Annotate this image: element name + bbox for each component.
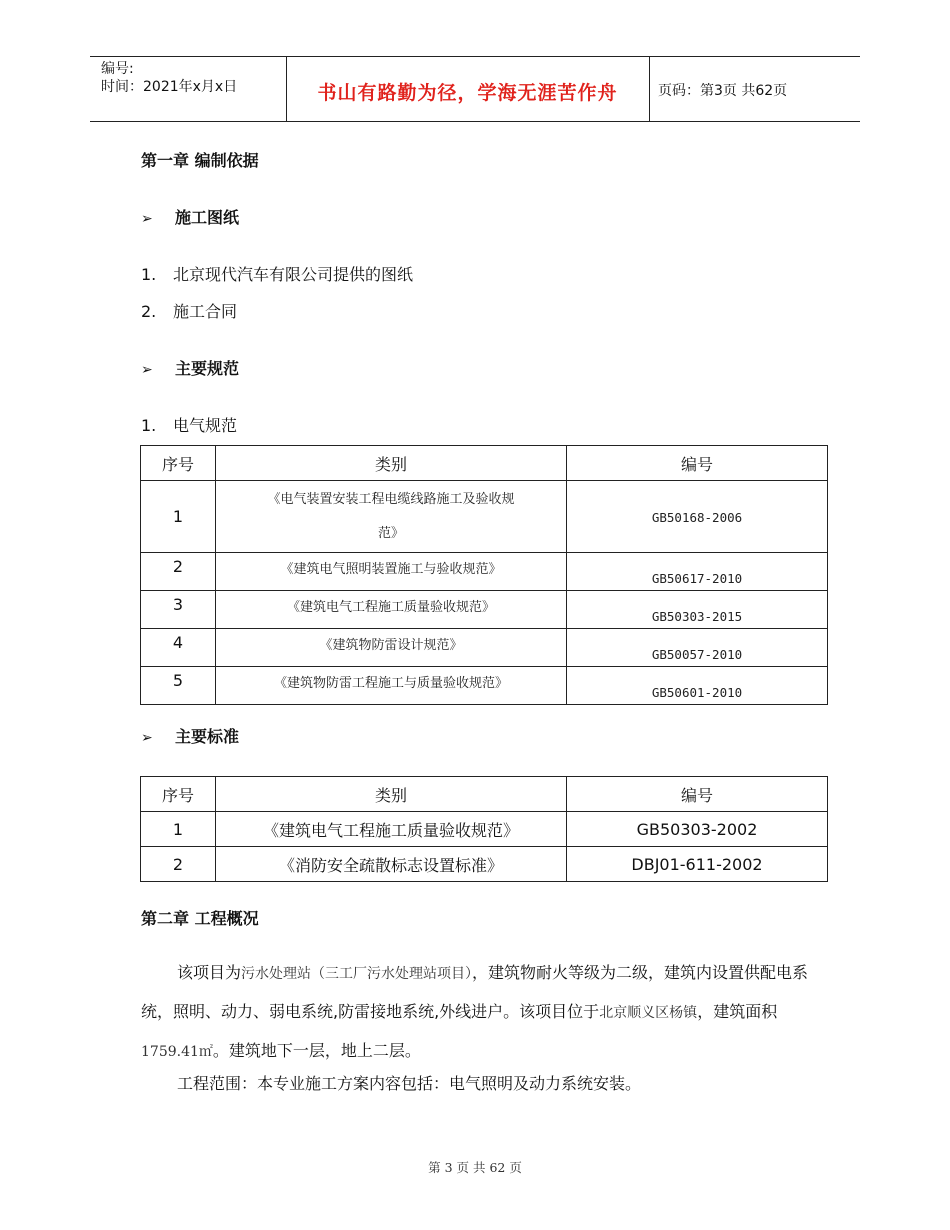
- arrow-bullet-icon: ➢: [141, 362, 153, 378]
- norms-table: [140, 445, 828, 705]
- table-row: 5 《建筑物防雷工程施工与质量验收规范》 GB50601-2010: [141, 667, 828, 705]
- table-row: 4 《建筑物防雷设计规范》 GB50057-2010: [141, 629, 828, 667]
- chapter-title: 第二章 工程概况: [141, 909, 259, 928]
- header-meta: [101, 60, 237, 96]
- page-footer: 第 3 页 共 62 页: [428, 1160, 522, 1175]
- scope-paragraph: 工程范围：本专业施工方案内容包括：电气照明及动力系统安装。: [177, 1074, 642, 1093]
- section-title: 施工图纸: [175, 208, 240, 227]
- list-item: 1. 电气规范: [141, 416, 238, 435]
- section-heading: [141, 356, 239, 379]
- table-row: 2 《消防安全疏散标志设置标准》 DBJ01-611-2002: [141, 847, 828, 882]
- section-title: 主要标准: [175, 727, 240, 746]
- table-header-row: 序号 类别 编号: [141, 777, 828, 812]
- table-header-row: 序号 类别 编号: [141, 446, 828, 481]
- header-motto: 书山有路勤为径，学海无涯苦作舟: [317, 82, 618, 104]
- section-heading: [141, 205, 239, 228]
- header-page-info: 页码：第3页 共62页: [658, 83, 788, 99]
- doc-code-label: 编号:: [101, 61, 134, 77]
- section-heading: [141, 724, 239, 747]
- header-top-rule: [90, 56, 860, 57]
- table-row: 3 《建筑电气工程施工质量验收规范》 GB50303-2015: [141, 591, 828, 629]
- header-divider: [649, 56, 650, 122]
- overview-paragraph: 该项目为污水处理站（三工厂污水处理站项目），建筑物耐火等级为二级，建筑内设置供配电系统，照明、动力、弱电系统,防雷接地系统,外线进户。该项目位于北京顺义区杨镇，建筑面积1759.41㎡。建筑地下一层，地上二层。: [141, 963, 809, 1060]
- standards-table: [140, 776, 828, 882]
- table-row: 1 《建筑电气工程施工质量验收规范》 GB50303-2002: [141, 812, 828, 847]
- arrow-bullet-icon: ➢: [141, 211, 153, 227]
- table-row: 1 《电气装置安装工程电缆线路施工及验收规 范》 GB50168-2006: [141, 481, 828, 553]
- chapter-title: 第一章 编制依据: [141, 151, 259, 170]
- doc-time: 时间：2021年x月x日: [101, 79, 238, 95]
- header-bottom-rule: [90, 121, 860, 122]
- list-item: 1. 北京现代汽车有限公司提供的图纸: [141, 265, 414, 284]
- section-title: 主要规范: [175, 359, 240, 378]
- table-row: 2 《建筑电气照明装置施工与验收规范》 GB50617-2010: [141, 553, 828, 591]
- list-item: 2. 施工合同: [141, 302, 238, 321]
- arrow-bullet-icon: ➢: [141, 730, 153, 746]
